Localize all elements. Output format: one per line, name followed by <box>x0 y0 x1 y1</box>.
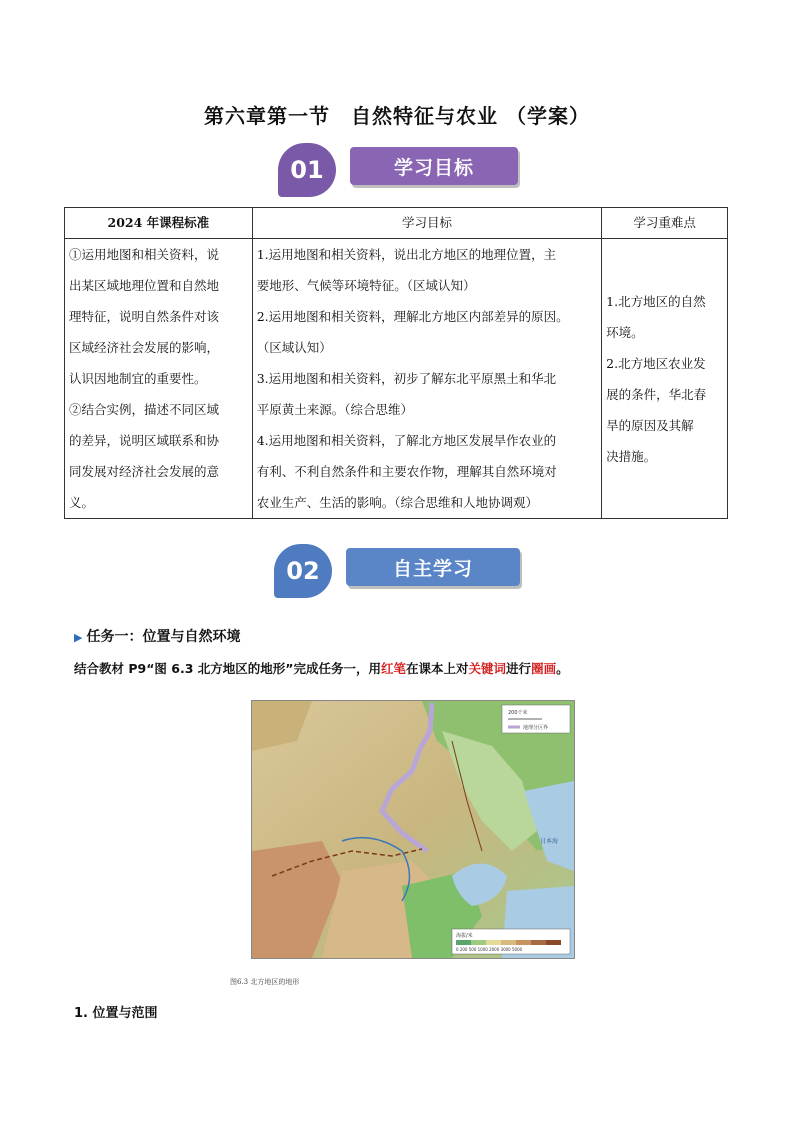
difficulty-line: 环境。 <box>606 324 644 340</box>
objective-line: 1.运用地图和相关资料，说出北方地区的地理位置，主 <box>256 247 557 262</box>
objective-line: （区域认知） <box>256 340 332 355</box>
objectives-cell <box>252 239 601 519</box>
header-difficulties: 学习重难点 <box>602 208 728 239</box>
objective-line: 2.运用地图和相关资料，理解北方地区内部差异的原因。 <box>256 309 569 324</box>
triangle-icon: ▶ <box>74 631 83 644</box>
standards-cell <box>65 239 253 519</box>
banner-label: 自主学习 <box>346 548 520 586</box>
elevation-swatch <box>501 940 516 945</box>
instruction-part: 。 <box>556 661 569 676</box>
map-caption: 图6.3 北方地区的地形 <box>230 978 300 986</box>
table-header-row <box>65 208 728 239</box>
elevation-swatch <box>516 940 531 945</box>
standard-line: 认识因地制宜的重要性。 <box>69 371 207 386</box>
difficulty-line: 展的条件，华北春 <box>606 386 707 402</box>
elevation-swatch <box>456 940 471 945</box>
objective-line: 4.运用地图和相关资料，了解北方地区发展旱作农业的 <box>256 433 557 448</box>
difficulties-cell <box>602 239 728 519</box>
instruction-part: 结合教材 P9“图 6.3 北方地区的地形”完成任务一，用 <box>74 661 381 676</box>
objective-line: 平原黄土来源。（综合思维） <box>256 402 413 417</box>
objective-line: 农业生产、生活的影响。（综合思维和人地协调观） <box>256 495 538 510</box>
elevation-swatch <box>486 940 501 945</box>
standard-line: 的差异，说明区域联系和协 <box>69 433 220 448</box>
standard-line: 义。 <box>69 495 95 510</box>
task-title: 任务一：位置与自然环境 <box>86 629 241 645</box>
difficulty-line: 决措施。 <box>606 448 657 464</box>
objective-line: 3.运用地图和相关资料，初步了解东北平原黑土和华北 <box>256 371 557 386</box>
goals-table <box>64 207 728 519</box>
section-banner-self-study <box>274 544 524 598</box>
instruction-highlight: 圈画 <box>531 661 557 676</box>
section-banner-goals <box>278 143 518 197</box>
objective-line: 要地形、气候等环境特征。（区域认知） <box>256 278 476 293</box>
terrain-map <box>251 700 575 959</box>
elevation-swatch <box>531 940 546 945</box>
elevation-swatch <box>546 940 561 945</box>
task-heading <box>74 626 240 646</box>
standard-line: ②结合实例，描述不同区域 <box>69 402 220 417</box>
standard-line: ①运用地图和相关资料，说 <box>69 247 220 262</box>
instruction-part: 进行 <box>506 661 532 676</box>
section-heading-location: 1. 位置与范围 <box>74 1006 158 1021</box>
instruction-highlight: 红笔 <box>381 661 407 676</box>
difficulty-line: 旱的原因及其解 <box>606 417 694 433</box>
header-objectives: 学习目标 <box>252 208 601 239</box>
standard-line: 同发展对经济社会发展的意 <box>69 464 220 479</box>
difficulty-line: 2.北方地区农业发 <box>606 355 706 371</box>
difficulty-line: 1.北方地区的自然 <box>606 293 706 309</box>
banner-number: 02 <box>274 544 332 598</box>
banner-number: 01 <box>278 143 336 197</box>
elevation-swatch <box>471 940 486 945</box>
instruction-highlight: 关键词 <box>468 661 507 676</box>
table-row <box>65 239 728 519</box>
elevation-legend-title: 海拔/米 <box>456 933 473 939</box>
banner-label: 学习目标 <box>350 147 518 185</box>
standard-line: 理特征，说明自然条件对该 <box>69 309 220 324</box>
instruction-part: 在课本上对 <box>406 661 469 676</box>
sea-label: 日本海 <box>540 838 559 845</box>
objective-line: 有利、不利自然条件和主要农作物，理解其自然环境对 <box>256 464 557 479</box>
standard-line: 区域经济社会发展的影响， <box>69 340 220 355</box>
header-standard: 2024 年课程标准 <box>65 208 253 239</box>
elevation-ticks: 0 200 500 1000 2000 3000 5000 <box>456 947 523 952</box>
boundary-legend-label: 地理分区界 <box>523 725 549 731</box>
instruction-text <box>74 659 569 677</box>
standard-line: 出某区域地理位置和自然地 <box>69 278 220 293</box>
page-title: 第六章第一节 自然特征与农业 （学案） <box>204 104 590 128</box>
scale-label: 200千米 <box>508 710 528 716</box>
